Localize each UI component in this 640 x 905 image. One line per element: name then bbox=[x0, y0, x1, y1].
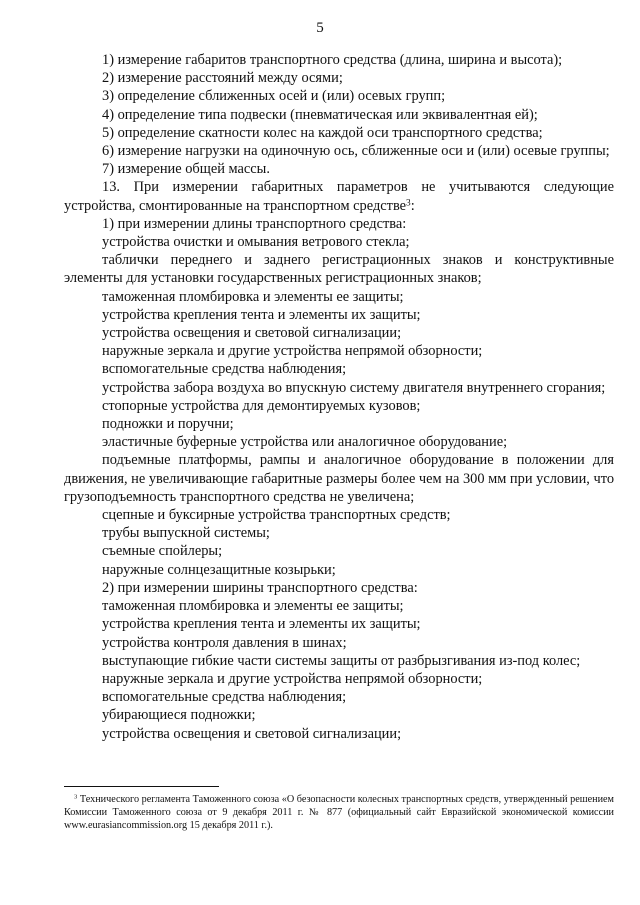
list-item: наружные зеркала и другие устройства непрямой обзорности; bbox=[102, 670, 483, 687]
list-item: наружные солнцезащитные козырьки; bbox=[102, 561, 336, 578]
footnote-marker: 3 bbox=[74, 793, 78, 801]
paragraph-4: 4) определение типа подвески (пневматическая или эквивалентная ей); bbox=[102, 106, 538, 123]
paragraph-5: 5) определение скатности колес на каждой оси транспортного средства; bbox=[102, 124, 543, 141]
paragraph-13 bbox=[64, 178, 614, 214]
paragraph-length-heading: 1) при измерении длины транспортного средства: bbox=[102, 215, 407, 232]
list-item: устройства освещения и световой сигнализации; bbox=[102, 725, 402, 742]
list-item: сцепные и буксирные устройства транспортных средств; bbox=[102, 507, 451, 524]
list-item: устройства освещения и световой сигнализации; bbox=[102, 325, 402, 342]
list-item: подножки и поручни; bbox=[102, 416, 234, 433]
paragraph-7: 7) измерение общей массы. bbox=[102, 161, 270, 178]
list-item: таможенная пломбировка и элементы ее защиты; bbox=[102, 598, 404, 615]
list-item: эластичные буферные устройства или аналогичное оборудование; bbox=[102, 434, 508, 451]
paragraph-3: 3) определение сближенных осей и (или) осевых групп; bbox=[102, 88, 446, 105]
list-item: устройства крепления тента и элементы их защиты; bbox=[102, 616, 421, 633]
paragraph-width-heading: 2) при измерении ширины транспортного средства: bbox=[102, 579, 418, 596]
list-item: устройства крепления тента и элементы их защиты; bbox=[102, 306, 421, 323]
footnote bbox=[64, 793, 614, 832]
page-number: 5 bbox=[316, 20, 324, 36]
list-item: вспомогательные средства наблюдения; bbox=[102, 361, 347, 378]
footnote-divider bbox=[64, 786, 219, 787]
list-item: устройства забора воздуха во впускную систему двигателя внутреннего сгорания; bbox=[102, 379, 606, 396]
paragraph-13-tail: : bbox=[410, 197, 415, 214]
paragraph-1: 1) измерение габаритов транспортного средства (длина, ширина и высота); bbox=[102, 52, 563, 68]
list-item: устройства контроля давления в шинах; bbox=[102, 634, 347, 651]
body-text bbox=[64, 51, 614, 743]
list-item: устройства очистки и омывания ветрового стекла; bbox=[102, 234, 410, 251]
list-item: съемные спойлеры; bbox=[102, 543, 223, 560]
list-item: таможенная пломбировка и элементы ее защиты; bbox=[102, 288, 404, 305]
footnote-reference: 3 bbox=[406, 197, 411, 208]
list-item: убирающиеся подножки; bbox=[102, 707, 256, 724]
list-item: выступающие гибкие части системы защиты от разбрызгивания из-под колес; bbox=[102, 652, 581, 669]
list-item: подъемные платформы, рампы и аналогичное оборудование в положении для движения, не увеличивающие габаритные размеры более чем на 300 мм при условии, что грузоподъемность транспортного средства не увеличена; bbox=[64, 452, 615, 505]
paragraph-13-text: 13. При измерении габаритных параметров не учитываются следующие устройства, смонтированные на транспортном средстве bbox=[64, 179, 614, 214]
list-item: стопорные устройства для демонтируемых кузовов; bbox=[102, 397, 421, 414]
paragraph-2: 2) измерение расстояний между осями; bbox=[102, 70, 343, 87]
list-item: трубы выпускной системы; bbox=[102, 525, 270, 542]
footnote-text: Технического регламента Таможенного союза «О безопасности колесных транспортных средств, утвержденный решением Комиссии Таможенного союза от 9 декабря 2011 г. № 877 (официальный сайт Евразийской экономической комиссии www.eurasiancommission.org 15 декабря 2011 г.). bbox=[64, 794, 614, 831]
paragraph-6: 6) измерение нагрузки на одиночную ось, сближенные оси и (или) осевые группы; bbox=[102, 143, 610, 160]
list-item: вспомогательные средства наблюдения; bbox=[102, 689, 347, 706]
list-item: таблички переднего и заднего регистрационных знаков и конструктивные элементы для установки государственных регистрационных знаков; bbox=[64, 252, 614, 287]
list-item: наружные зеркала и другие устройства непрямой обзорности; bbox=[102, 343, 483, 360]
